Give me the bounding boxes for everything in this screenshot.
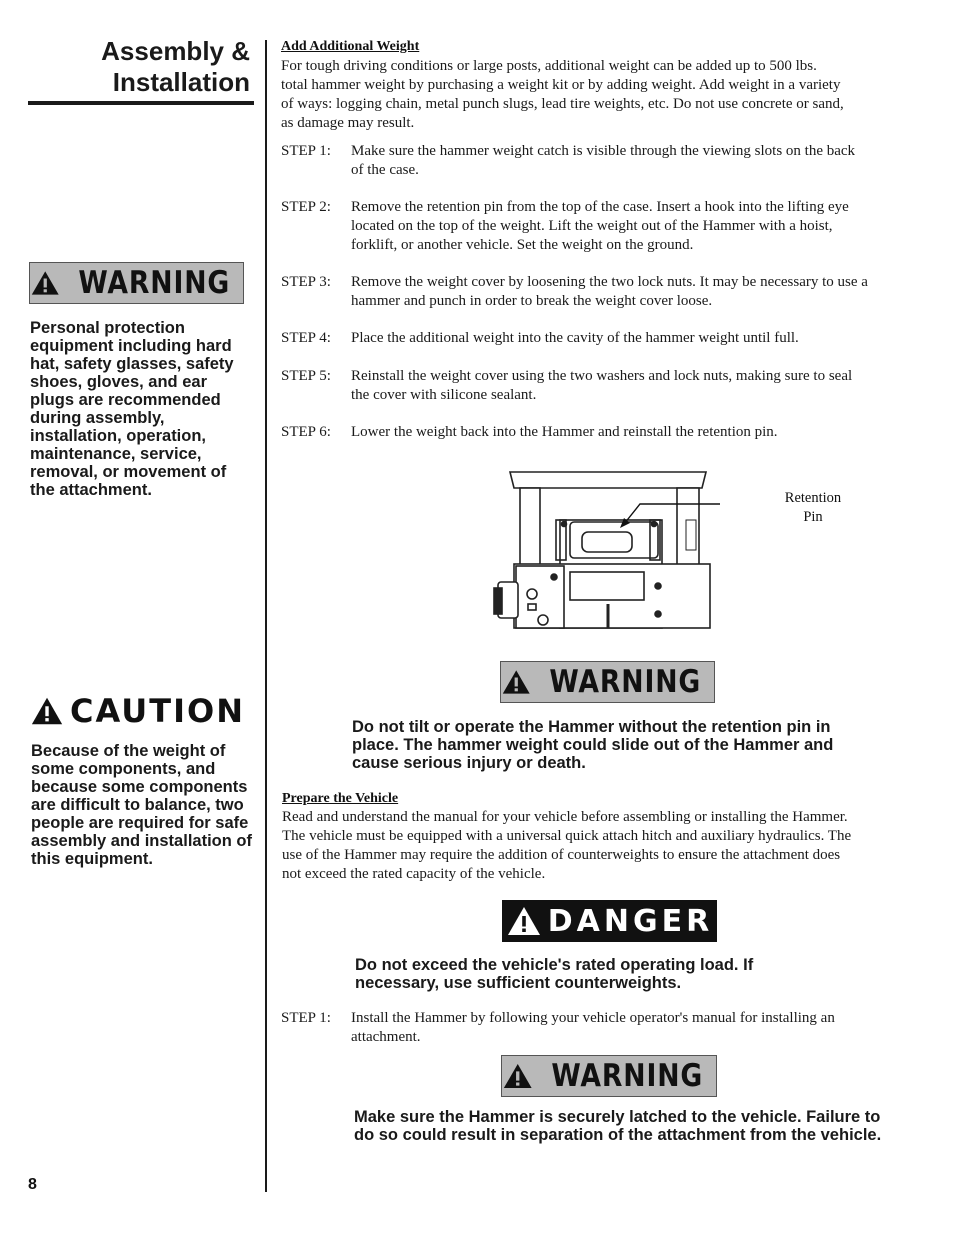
step-label: STEP 3: (281, 274, 331, 290)
danger-text: Do not exceed the vehicle's rated operating load. If necessary, use sufficient counterweights. (355, 956, 754, 992)
section-title-line1: Assembly & (101, 36, 250, 66)
alert-triangle-icon (30, 695, 64, 727)
caution-sign (30, 690, 245, 732)
prepare-vehicle-text: Read and understand the manual for your vehicle before assembling or installing the Hammer. The vehicle must be equipped with a universal quick attach hitch and auxiliary hydraulics. The use of the Hammer may require the addition of counterweights to ensure the attachment does not exceed the rated capacity of the vehicle. (282, 809, 852, 882)
warning-sign-sidebar (29, 262, 244, 304)
prepare-vehicle-heading: Prepare the Vehicle (282, 791, 399, 806)
step-label: STEP 4: (281, 330, 331, 346)
step-text: Lower the weight back into the Hammer and reinstall the retention pin. (351, 424, 778, 440)
step-label: STEP 2: (281, 199, 331, 215)
prepare-vehicle-step-1 (281, 1009, 871, 1047)
warning-sign-label: WARNING (549, 664, 702, 700)
step-text: Install the Hammer by following your vehicle operator's manual for installing an attachment. (351, 1010, 835, 1045)
alert-triangle-icon (30, 268, 60, 298)
caution-sign-label: CAUTION (70, 692, 245, 730)
section-title (28, 36, 250, 98)
alert-triangle-icon (506, 905, 542, 937)
step-text: Place the additional weight into the cavity of the hammer weight until full. (351, 330, 799, 346)
callout-line2: Pin (803, 509, 823, 525)
latch-warning-text: Make sure the Hammer is securely latched to the vehicle. Failure to do so could result in separation of the attachment from the vehicle. (354, 1108, 882, 1144)
callout-line1: Retention (784, 490, 842, 506)
step-text: Reinstall the weight cover using the two washers and lock nuts, making sure to seal the cover with silicone sealant. (351, 368, 853, 403)
step-label: STEP 6: (281, 424, 331, 440)
page-number: 8 (28, 1176, 37, 1193)
add-weight-step-3 (281, 273, 871, 311)
danger-sign-label: DANGER (547, 903, 714, 939)
retention-pin-callout (770, 489, 856, 527)
add-weight-intro: For tough driving conditions or large posts, additional weight can be added up to 500 lbs. total hammer weight by purchasing a weight kit or by adding weight. Add weight in a variety of ways: logging chain, metal punch slugs, lead tire weights, etc. Do not use concrete or sand, as damage may result. (281, 58, 844, 131)
step-label: STEP 1: (281, 1010, 331, 1026)
alert-triangle-icon (502, 1061, 533, 1091)
title-rule (28, 101, 254, 105)
warning-sign-latch (501, 1055, 717, 1097)
add-weight-step-5 (281, 367, 871, 405)
step-label: STEP 5: (281, 368, 331, 384)
add-weight-heading: Add Additional Weight (281, 39, 420, 54)
warning-sidebar-text: Personal protection equipment including hard hat, safety glasses, safety shoes, gloves, and ear plugs are recommended during assembly, installation, operation, maintenance, service, removal, or movement of the attachment. (30, 319, 234, 499)
hammer-diagram (490, 466, 720, 630)
add-weight-step-1 (281, 142, 871, 180)
column-divider (265, 40, 267, 1192)
warning-sign-retention (500, 661, 715, 703)
alert-triangle-icon (501, 667, 531, 697)
add-weight-step-2 (281, 198, 871, 255)
add-weight-step-4 (281, 329, 871, 348)
warning-sign-label: WARNING (78, 265, 231, 301)
step-label: STEP 1: (281, 143, 331, 159)
step-text: Remove the retention pin from the top of the case. Insert a hook into the lifting eye located on the top of the weight. Lift the weight out of the Hammer with a hoist, forklift, or another vehicle. Set the weight on the ground. (351, 199, 849, 253)
caution-sidebar-text: Because of the weight of some components, and because some components are difficult to balance, two people are required for safe assembly and installation of this equipment. (31, 742, 252, 868)
step-text: Make sure the hammer weight catch is visible through the viewing slots on the back of the case. (351, 143, 856, 178)
danger-sign (502, 900, 717, 942)
retention-warning-text: Do not tilt or operate the Hammer without the retention pin in place. The hammer weight could slide out of the Hammer and cause serious injury or death. (352, 718, 834, 772)
add-weight-step-6 (281, 423, 871, 442)
step-text: Remove the weight cover by loosening the two lock nuts. It may be necessary to use a hammer and punch in order to break the weight cover loose. (351, 274, 868, 309)
section-title-line2: Installation (112, 67, 250, 97)
warning-sign-label: WARNING (551, 1058, 704, 1094)
